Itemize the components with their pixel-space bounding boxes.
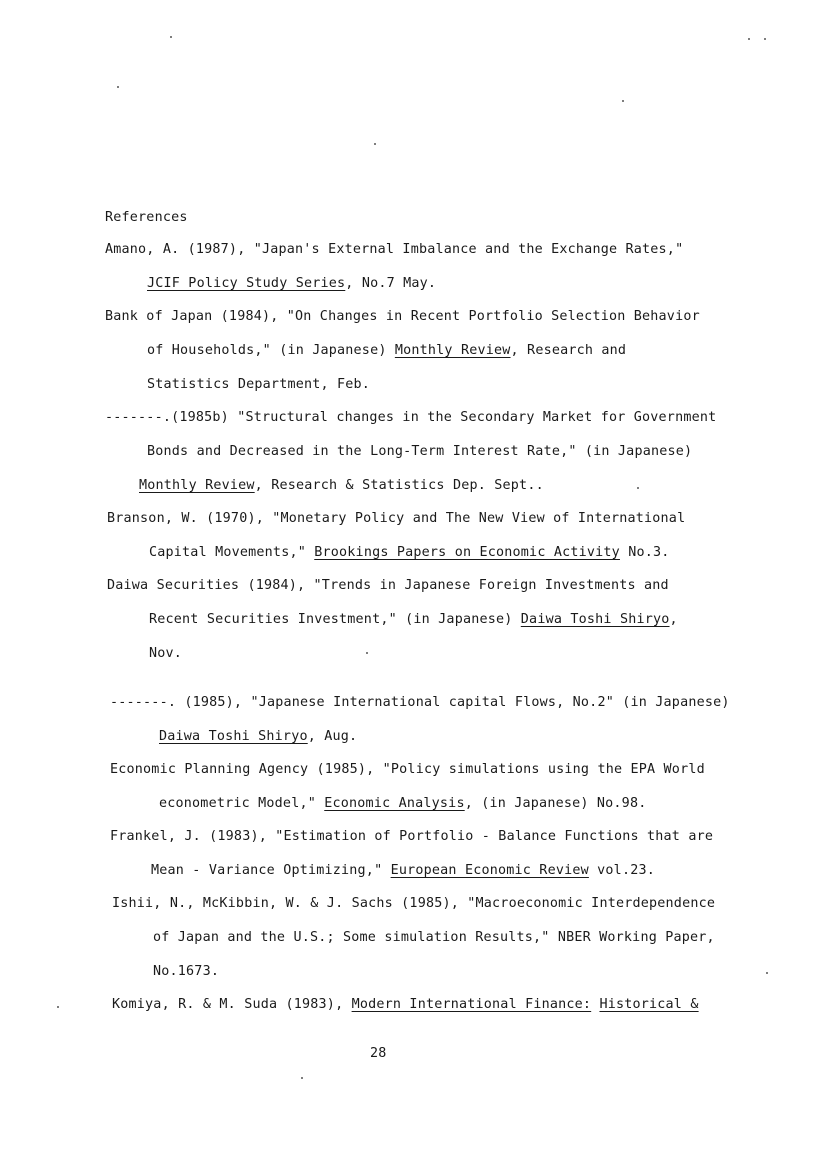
reference-continuation-line [159, 796, 646, 811]
reference-title-underlined: Monthly Review [139, 478, 255, 493]
reference-text: Economic Planning Agency (1985), "Policy simulations using the EPA World [110, 762, 705, 777]
reference-text: econometric Model," [159, 796, 325, 811]
reference-text: Statistics Department, Feb. [147, 377, 371, 392]
reference-text: Nov. [149, 646, 183, 661]
reference-text: , (in Japanese) No.98. [464, 796, 647, 811]
scan-speck [366, 652, 368, 654]
reference-text: No.1673. [153, 964, 220, 979]
reference-title-underlined: European Economic Review [390, 863, 589, 878]
reference-title-underlined: Modern International Finance: [351, 997, 592, 1012]
reference-text: , Aug. [307, 729, 358, 744]
reference-first-line [107, 511, 685, 526]
reference-text: -------.(1985b) "Structural changes in the Secondary Market for Government [105, 410, 717, 425]
scan-speck [637, 487, 639, 489]
reference-text: Mean - Variance Optimizing," [151, 863, 391, 878]
references-heading: References [105, 210, 188, 225]
reference-first-line [110, 829, 713, 844]
reference-text: , [669, 612, 678, 627]
reference-first-line [110, 695, 730, 710]
reference-title-underlined: Historical & [599, 997, 699, 1012]
reference-text: vol.23. [588, 863, 655, 878]
reference-title-underlined: Economic Analysis [324, 796, 465, 811]
scan-speck [301, 1077, 303, 1079]
reference-title-underlined: Brookings Papers on Economic Activity [314, 545, 620, 560]
reference-continuation-line [147, 343, 626, 358]
reference-continuation-line [151, 863, 655, 878]
reference-text: , No.7 May. [345, 276, 437, 291]
scan-speck [57, 1006, 59, 1008]
reference-title-underlined: Daiwa Toshi Shiryo [520, 612, 670, 627]
reference-first-line [105, 242, 683, 257]
reference-text: , Research and [510, 343, 627, 358]
reference-continuation-line [147, 276, 436, 291]
reference-text: , Research & Statistics Dep. Sept.. [254, 478, 544, 493]
reference-text: Branson, W. (1970), "Monetary Policy and The New View of International [107, 511, 686, 526]
reference-text: of Households," (in Japanese) [147, 343, 395, 358]
reference-continuation-line [153, 964, 219, 979]
scan-speck [374, 143, 376, 145]
scan-speck [764, 38, 766, 40]
reference-first-line [105, 309, 700, 324]
reference-text: Daiwa Securities (1984), "Trends in Japanese Foreign Investments and [107, 578, 669, 593]
reference-continuation-line [139, 478, 544, 493]
scan-speck [748, 38, 750, 40]
reference-title-underlined: JCIF Policy Study Series [147, 276, 346, 291]
reference-first-line [112, 896, 715, 911]
reference-text: Bonds and Decreased in the Long-Term Interest Rate," (in Japanese) [147, 444, 693, 459]
reference-continuation-line [149, 545, 670, 560]
reference-continuation-line [147, 377, 370, 392]
reference-title-underlined: Monthly Review [394, 343, 511, 358]
reference-title-underlined: Daiwa Toshi Shiryo [159, 729, 308, 744]
reference-continuation-line [159, 729, 357, 744]
reference-text: Amano, A. (1987), "Japan's External Imbalance and the Exchange Rates," [105, 242, 684, 257]
reference-text: Recent Securities Investment," (in Japanese) [149, 612, 521, 627]
reference-first-line [112, 997, 699, 1012]
reference-text: No.3. [619, 545, 670, 560]
reference-text: Bank of Japan (1984), "On Changes in Recent Portfolio Selection Behavior [105, 309, 700, 324]
reference-text: -------. (1985), "Japanese International capital Flows, No.2" (in Japanese) [110, 695, 730, 710]
reference-continuation-line [149, 612, 678, 627]
reference-continuation-line [149, 646, 182, 661]
reference-first-line [107, 578, 669, 593]
reference-text: of Japan and the U.S.; Some simulation Results," NBER Working Paper, [153, 930, 715, 945]
reference-first-line [110, 762, 705, 777]
reference-first-line [105, 410, 716, 425]
scan-speck [622, 100, 624, 102]
reference-text: Komiya, R. & M. Suda (1983), [112, 997, 352, 1012]
scan-speck [170, 36, 172, 38]
reference-text: Frankel, J. (1983), "Estimation of Portfolio - Balance Functions that are [110, 829, 714, 844]
page-number: 28 [370, 1046, 387, 1061]
reference-continuation-line [153, 930, 715, 945]
reference-text: Capital Movements," [149, 545, 315, 560]
scan-speck [117, 86, 119, 88]
reference-continuation-line [147, 444, 692, 459]
reference-text: Ishii, N., McKibbin, W. & J. Sachs (1985), "Macroeconomic Interdependence [112, 896, 716, 911]
scan-speck [766, 972, 768, 974]
